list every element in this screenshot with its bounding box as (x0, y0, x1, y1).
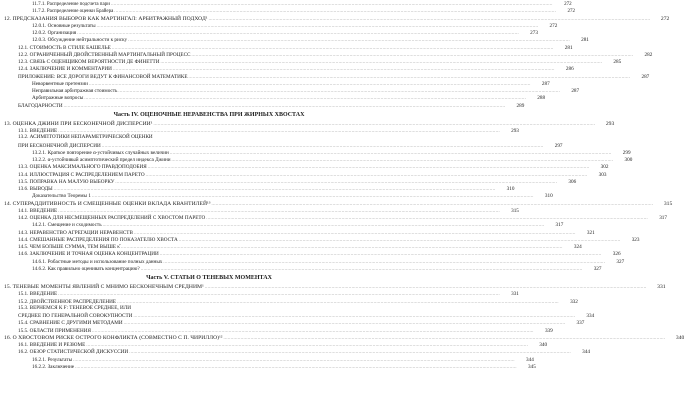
dot-leader (121, 243, 563, 250)
toc-entry (4, 142, 563, 149)
toc-entry (4, 178, 577, 185)
toc-entry-page: 340 (675, 334, 684, 341)
toc-entry-page: 287 (641, 73, 650, 80)
toc-entry-title: 12.0.3. Обсуждение нейтральности к риску (32, 37, 128, 44)
dot-leader (92, 327, 534, 334)
dot-leader (148, 163, 590, 170)
toc-entry (4, 207, 519, 214)
dot-leader (163, 258, 605, 265)
toc-entry-page: 315 (511, 207, 519, 214)
toc-entry-page: 331 (511, 291, 519, 298)
toc-entry-page: 282 (644, 51, 653, 58)
dot-leader (146, 171, 588, 178)
toc-block-part5 (4, 283, 684, 370)
toc-entry-title: 16.2.2. Заключение (32, 363, 75, 370)
toc-block-part4 (4, 120, 673, 272)
toc-entry-page: 297 (554, 142, 563, 149)
dot-leader (205, 283, 647, 290)
toc-entry-title: 16.2.1. Результаты (32, 356, 73, 363)
toc-entry-title: 12.2. ОГРАНИЧЕННЫЙ ДВОЙСТВЕННЫЙ МАРТИНГАЛЬНЫЙ ПРОЦЕСС (18, 51, 191, 58)
toc-entry-page: 310 (544, 193, 553, 200)
toc-entry-title: 15.4. СРАВНЕНИЕ С ДРУГИМИ МЕТОДАМИ (18, 320, 123, 327)
toc-entry-page: 287 (541, 80, 550, 87)
dot-leader (141, 265, 583, 272)
toc-entry (4, 341, 548, 348)
toc-entry-title: Доказательство Теоремы 1 (32, 193, 91, 200)
toc-entry-page: 327 (616, 258, 625, 265)
toc-entry-page: 323 (631, 236, 640, 243)
dot-leader (212, 200, 654, 207)
toc-entry-title: 13.3. ОЦЕНКА МАКСИМАЛЬНОГО ПРАВДОПОДОБИЯ (18, 164, 147, 171)
dot-leader (160, 250, 602, 257)
toc-entry-page: 285 (613, 59, 622, 65)
toc-entry (4, 356, 534, 363)
toc-entry-page: 317 (659, 215, 667, 221)
toc-entry (4, 185, 515, 192)
part-5-heading: Часть V. СТАТЬИ О ТЕНЕВЫХ МОМЕНТАХ (146, 275, 272, 281)
toc-entry-page: 306 (568, 178, 577, 185)
toc-entry-title: 13. ОЦЕНКА ДЖИНИ ПРИ БЕСКОНЕЧНОЙ ДИСПЕРСИИ¹ (4, 120, 153, 127)
toc-entry (4, 192, 553, 200)
part-4-heading: Часть IV. ОЦЕНОЧНЫЕ НЕРАВЕНСТВА ПРИ ЖИРНЫХ ХВОСТАХ (113, 111, 305, 118)
toc-entry (4, 94, 546, 102)
dot-leader (102, 142, 544, 149)
dot-leader (192, 51, 634, 58)
dot-leader (117, 298, 559, 305)
dot-leader (64, 102, 506, 109)
dot-leader (86, 341, 528, 348)
toc-entry (4, 236, 640, 243)
toc-entry-page: 315 (663, 200, 673, 207)
dot-leader (170, 149, 612, 156)
toc-entry-page: 321 (586, 229, 595, 236)
toc-entry-page: 288 (537, 95, 546, 102)
dot-leader (97, 22, 539, 29)
toc-entry (4, 250, 621, 258)
toc-entry (4, 221, 564, 229)
toc-entry (4, 156, 633, 163)
toc-entry (4, 363, 536, 370)
toc-entry (4, 22, 558, 29)
toc-entry-title: 16.1. ВВЕДЕНИЕ И РЕЗЮМЕ (18, 342, 86, 348)
toc-entry-page: 340 (539, 342, 548, 348)
toc-entry (4, 312, 595, 319)
toc-entry (4, 265, 602, 272)
toc-entry-title: 13.2. АСИМПТОТИКИ НЕПАРАМЕТРИЧЕСКОЙ ОЦЕНКИ (18, 134, 153, 141)
dot-leader (92, 192, 534, 199)
toc-entry (4, 319, 585, 327)
toc-entry-page: 331 (657, 284, 666, 290)
toc-entry-title: 15.5. ОБЛАСТИ ПРИМЕНЕНИЯ (18, 327, 91, 334)
toc-entry (4, 214, 667, 221)
toc-entry-page: 293 (605, 120, 615, 127)
dot-leader (58, 207, 500, 214)
toc-entry (4, 58, 622, 65)
toc-entry (4, 283, 666, 290)
toc-entry (4, 243, 582, 250)
toc-entry (4, 65, 574, 73)
toc-entry-title: 13.1. ВВЕДЕНИЕ (18, 128, 58, 134)
toc-entry-page: 344 (526, 356, 534, 363)
dot-leader (89, 80, 531, 87)
toc-entry-page: 327 (593, 265, 602, 272)
toc-entry (4, 120, 615, 127)
toc-entry-page: 344 (582, 349, 590, 356)
toc-entry-title: Неправильная арбитражная стоимость (32, 88, 118, 94)
toc-entry-title: ПРИЛОЖЕНИЕ: ВСЕ ДОРОГИ ВЕДУТ К ФИНАНСОВОЙ МАТЕМАТИКЕ (18, 73, 188, 80)
toc-entry-page: 317 (555, 222, 564, 229)
toc-entry-page: 272 (564, 2, 572, 7)
toc-entry (4, 29, 538, 36)
toc-entry-title: 12.4. ЗАКЛЮЧЕНИЕ И КОММЕНТАРИИ (18, 66, 112, 73)
toc-entry-title: 15. ТЕНЕВЫЕ МОМЕНТЫ ЯВЛЕНИЙ С МНИМО БЕСКОНЕЧНЫМ СРЕДНИМ¹ (4, 284, 204, 290)
toc-entry (4, 36, 589, 44)
toc-entry (4, 348, 590, 356)
dot-leader (124, 319, 566, 326)
toc-entry-title: 11.7.2. Распределение оценки Брайера (32, 9, 114, 15)
dot-leader (115, 178, 557, 185)
toc-entry-page: 339 (544, 327, 553, 334)
toc-entry (4, 51, 653, 58)
toc-entry-title: 14.1. ВВЕДЕНИЕ (18, 207, 58, 214)
dot-leader (112, 44, 554, 51)
dot-leader (209, 15, 651, 22)
dot-leader (206, 214, 648, 221)
dot-leader (129, 348, 571, 355)
toc-entry-title: БЛАГОДАРНОСТИ (18, 102, 63, 109)
dot-leader (134, 229, 576, 236)
toc-entry (4, 327, 553, 334)
toc-entry-page: 300 (624, 157, 633, 163)
toc-entry (4, 290, 519, 298)
toc-entry-page: 272 (567, 9, 576, 15)
toc-entry (4, 200, 673, 207)
toc-entry-page: 281 (581, 37, 589, 44)
dot-leader (103, 221, 545, 228)
dot-leader (111, 0, 553, 7)
toc-entry (4, 73, 650, 80)
toc-entry-page: 303 (598, 171, 607, 178)
toc-entry-title: 12.0.2. Организация (32, 30, 77, 36)
toc-entry-title: 14.5. ЧЕМ БОЛЬШЕ СУММА, ТЕМ ВЫШЕ κ̂ (18, 244, 120, 250)
toc-entry-title: 14.6. ЗАКЛЮЧЕНИЕ И ТОЧНАЯ ОЦЕНКА КОНЦЕНТРАЦИИ (18, 251, 159, 258)
toc-entry-page: 337 (576, 320, 585, 327)
dot-leader (77, 29, 519, 36)
toc-entry-title: 14.6.2. Как правильно оценивать концентрацию? (32, 265, 140, 272)
dot-leader (179, 236, 621, 243)
toc-entry (4, 80, 550, 87)
toc-entry (4, 298, 578, 305)
toc-entry-page: 334 (586, 313, 595, 319)
toc-entry-title: 13.2.2. α-устойчивый асимптотический предел индекса Джини (32, 157, 171, 163)
dot-leader (133, 312, 575, 319)
toc-entry-title: 11.7.1. Распределение подсчета пари (32, 2, 110, 7)
toc-entry (4, 258, 625, 265)
toc-entry (4, 134, 414, 141)
toc-entry (4, 7, 576, 15)
toc-entry-title: 15.1. ВВЕДЕНИЕ (18, 291, 58, 298)
toc-entry-page: 289 (516, 102, 525, 109)
toc-entry-title: 13.5. ПОПРАВКА НА МАЛУЮ ВЫБОРКУ (18, 178, 115, 185)
dot-leader (75, 363, 517, 370)
toc-entry-page: 310 (506, 186, 515, 192)
toc-entry-page: 272 (549, 22, 558, 29)
dot-leader (114, 7, 556, 14)
toc-entry (4, 171, 607, 178)
toc-entry-title: 14.4. СМЕШАННЫЕ РАСПРЕДЕЛЕНИЯ ПО ПОКАЗАТЕЛЮ ХВОСТА (18, 236, 178, 243)
toc-entry-title: 14.2.1. Смещение и сходимость (32, 222, 102, 229)
toc-entry (4, 102, 525, 109)
toc-entry (4, 305, 414, 312)
toc-entry-page: 332 (570, 298, 578, 305)
toc-entry-title: 12.0.1. Основные результаты (32, 22, 96, 29)
toc-entry (4, 334, 684, 341)
dot-leader (73, 356, 515, 363)
toc-entry-title: ПРИ БЕСКОНЕЧНОЙ ДИСПЕРСИИ (18, 142, 101, 149)
dot-leader (189, 73, 631, 80)
toc-entry-title: 13.4. ИЛЛЮСТРАЦИЯ С РАСПРЕДЕЛЕНИЕМ ПАРЕТО (18, 171, 145, 178)
dot-leader (172, 156, 614, 163)
toc-entry-page: 281 (564, 44, 573, 51)
toc-entry (4, 229, 595, 236)
toc-entry (4, 149, 631, 156)
toc-entry-title: 15.2. ДВОЙСТВЕННОЕ РАСПРЕДЕЛЕНИЕ (18, 298, 117, 305)
toc-entry-page: 293 (511, 128, 519, 134)
dot-leader (118, 87, 560, 94)
toc-entry-page: 324 (573, 244, 582, 250)
dot-leader (128, 36, 570, 43)
toc-entry-title: 14.2. ОЦЕНКА ДЛЯ НЕСМЕЩЕННЫХ РАСПРЕДЕЛЕНИЙ С ХВОСТОМ ПАРЕТО (18, 215, 206, 221)
toc-entry-title: 16. О ХВОСТОВОМ РИСКЕ ОСТРОГО КОНФЛИКТА (СОВМЕСТНО С П. ЧИРИЛЛО)¹² (4, 334, 223, 341)
dot-leader (113, 65, 555, 72)
toc-entry-title: 16.2. ОБЗОР СТАТИСТИЧЕСКОЙ ДИСКУССИИ (18, 349, 129, 356)
toc-entry-page: 326 (612, 251, 621, 258)
toc-entry-title: 12.3. СВЯЗЬ С ОЦЕНЩИКОМ ВЕРОЯТНОСТИ ДЕ ФИНЕТТИ (18, 59, 160, 65)
toc-entry-page: 286 (565, 66, 574, 73)
toc-entry (4, 44, 573, 51)
dot-leader (58, 290, 500, 297)
toc-entry-title: Неворвентные претензии (32, 80, 88, 87)
dot-leader (84, 94, 526, 101)
toc-entry-title: 12.1. СТОИМОСТЬ В СТИЛЕ БАШЕЛЬЕ (18, 44, 111, 51)
toc-entry-page: 345 (528, 363, 536, 370)
toc-entry-title: 13.2.1. Краткое повторение α-устойчивых случайных величин (32, 149, 169, 156)
toc-entry (4, 0, 572, 7)
toc-entry-title: Арбитражные вопросы (32, 95, 84, 102)
toc-entry-title: 15.3. ВЕРНЕМСЯ К F: ТЕНЕВОЕ СРЕДНЕЕ, ИЛИ (18, 304, 131, 311)
toc-entry-title: 14.6.1. Робастные методы и использование полных данных (32, 258, 163, 265)
toc-entry-title: 12. ПРЕДСКАЗАНИЯ ВЫБОРОВ КАК МАРТИНГАЛ: АРБИТРАЖНЫЙ ПОДХОД¹ (4, 15, 208, 22)
toc-entry-page: 272 (660, 15, 670, 22)
toc-entry-title: 14.3. НЕРАВЕНСТВО АГРЕГАЦИИ НЕРАВЕНСТВ (18, 229, 133, 236)
dot-leader (160, 58, 602, 65)
toc-block-part3-end (4, 0, 670, 109)
toc-entry-title: 13.6. ВЫВОДЫ (18, 186, 53, 192)
toc-entry (4, 163, 609, 171)
toc-entry (4, 87, 580, 94)
toc-entry (4, 15, 670, 22)
toc-entry-page: 287 (571, 88, 580, 94)
dot-leader (54, 185, 496, 192)
dot-leader (224, 334, 666, 341)
dot-leader (154, 120, 596, 127)
toc-entry-title: 14. СУПЕРАДДИТИВНОСТЬ И СМЕЩЕННЫЕ ОЦЕНКИ ВКЛАДА КВАНТИЛЕЙ¹³ (4, 200, 211, 207)
toc-entry-page: 302 (600, 164, 609, 171)
toc-entry-page: 299 (622, 149, 631, 156)
toc-entry-title: СРЕДНЕЕ ПО ГЕНЕРАЛЬНОЙ СОВОКУПНОСТИ (18, 313, 133, 319)
toc-entry-page: 273 (530, 30, 538, 36)
